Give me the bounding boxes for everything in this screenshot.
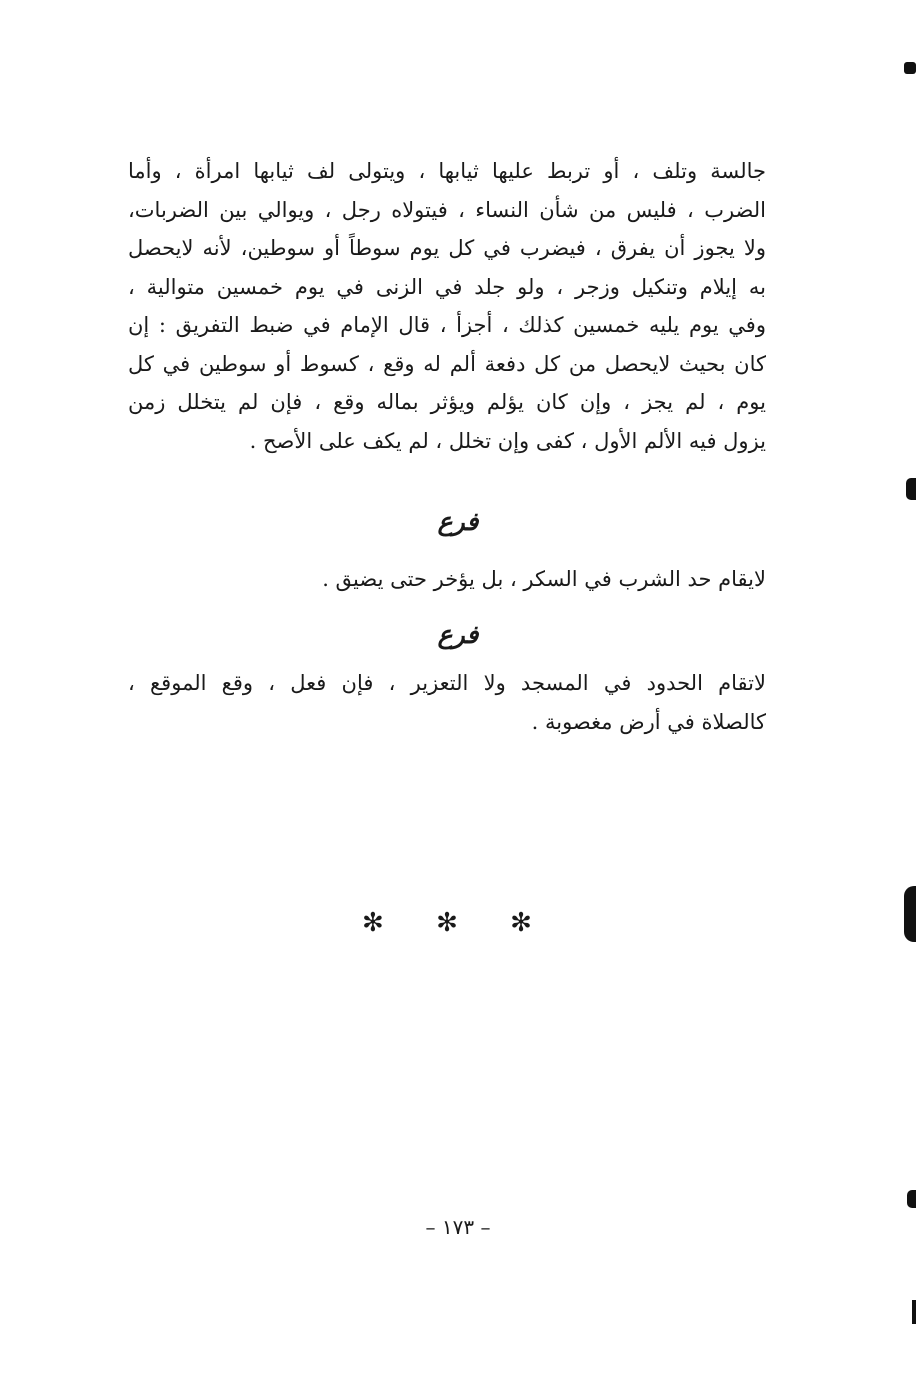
section-heading: فرع <box>437 507 479 536</box>
paragraph-line: يزول فيه الألم الأول ، كفى وإن تخلل ، لم يكف على الأصح . <box>249 428 766 453</box>
scan-edge-mark <box>912 1300 916 1324</box>
paragraph-line: وفي يوم يليه خمسين كذلك ، أجزأ ، قال الإمام في ضبط التفريق : إن <box>128 313 766 337</box>
paragraph-line: لايقام حد الشرب في السكر ، بل يؤخر حتى يضيق . <box>322 567 766 591</box>
paragraph-line: الضرب ، فليس من شأن النساء ، فيتولاه رجل ، ويوالي بين الضربات، <box>128 197 766 222</box>
paragraph-line: لاتقام الحدود في المسجد ولا التعزير ، فإن فعل ، وقع الموقع ، <box>128 671 766 695</box>
paragraph-line: به إيلام وتنكيل وزجر ، ولو جلد في الزنى في يوم خمسين متوالية ، <box>128 274 766 299</box>
scan-edge-mark <box>904 886 916 942</box>
paragraph-line: كالصلاة في أرض مغصوبة . <box>531 709 766 734</box>
paragraph-line: ولا يجوز أن يفرق ، فيضرب في كل يوم سوطاً أو سوطين، لأنه لايحصل <box>128 236 766 260</box>
scan-edge-mark <box>904 62 916 74</box>
scan-edge-mark <box>906 478 916 500</box>
paragraph-line: يوم ، لم يجز ، وإن كان يؤلم ويؤثر بماله وقع ، فإن لم يتخلل زمن <box>128 390 766 414</box>
scan-edge-mark <box>907 1190 916 1208</box>
section-separator: ✻ ✻ ✻ <box>362 908 554 938</box>
main-paragraph <box>128 152 766 460</box>
section-2-paragraph <box>128 664 766 741</box>
section-1-paragraph <box>128 560 766 599</box>
paragraph-line: كان بحيث لايحصل من كل دفعة ألم له وقع ، كسوط أو سوطين في كل <box>128 351 766 376</box>
section-heading: فرع <box>437 620 479 649</box>
paragraph-line: جالسة وتلف ، أو تربط عليها ثيابها ، ويتولى لف ثيابها امرأة ، وأما <box>128 159 766 183</box>
page-number: – ١٧٣ – <box>425 1215 491 1239</box>
